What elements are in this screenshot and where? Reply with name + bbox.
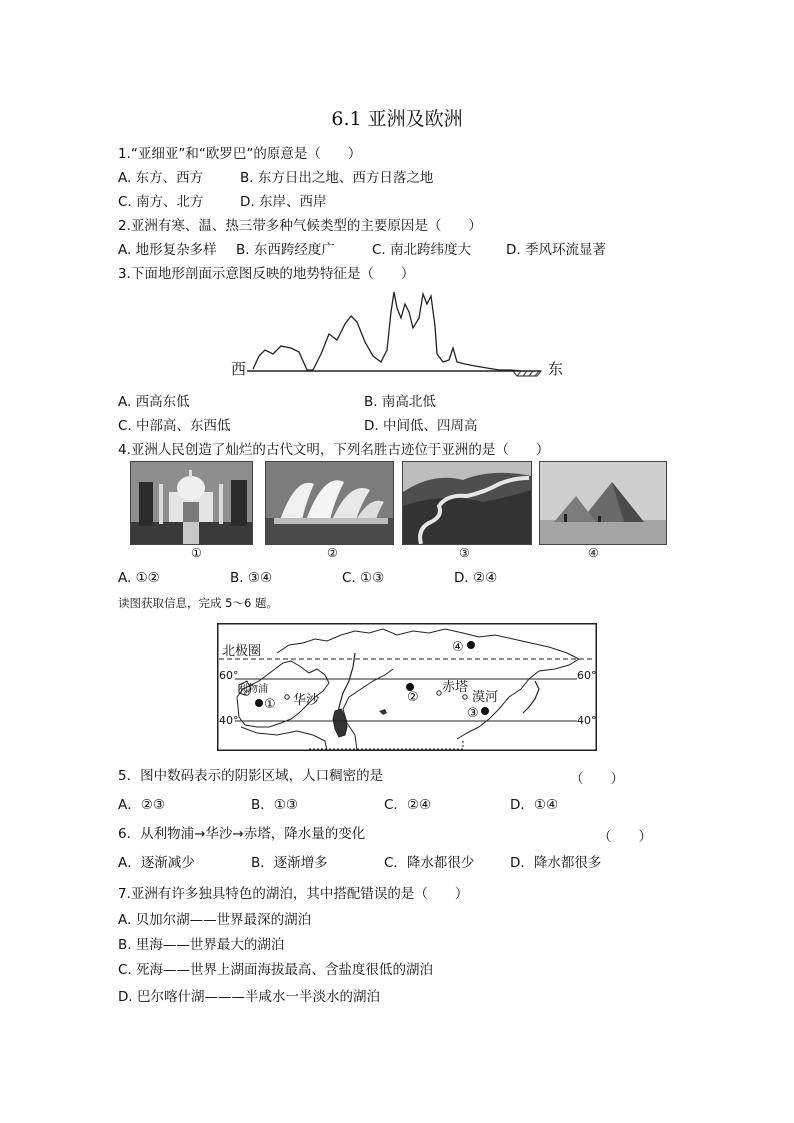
lat-60-right-label: 60° — [577, 669, 597, 682]
q2-option-b: B. 东西跨经度广 — [236, 242, 335, 258]
q5-option-b: B．①③ — [251, 797, 298, 813]
photo-label-1: ① — [191, 546, 202, 560]
q1-option-a: A. 东方、西方 — [118, 170, 204, 186]
q1-stem: 1.“亚细亚”和“欧罗巴”的原意是（ ） — [118, 146, 362, 162]
region-2-label: ② — [407, 690, 419, 705]
eurasia-map — [217, 623, 597, 751]
q5-6-intro: 读图获取信息，完成 5～6 题。 — [118, 596, 278, 610]
q6-option-d: D．降水都很多 — [510, 855, 602, 871]
page-title: 6.1 亚洲及欧洲 — [331, 108, 463, 130]
photo-sydney-opera-house — [265, 461, 394, 545]
q4-option-c: C. ①③ — [342, 570, 385, 586]
chita-point — [437, 691, 441, 695]
mohe-point — [463, 695, 467, 699]
region-1-label: ① — [264, 697, 276, 712]
photo-pyramids — [539, 461, 667, 545]
q4-option-a: A. ①② — [118, 570, 160, 586]
photo-label-4: ④ — [588, 546, 599, 560]
q1-option-c: C. 南方、北方 — [118, 194, 204, 210]
q7-option-d: D. 巴尔喀什湖———半咸水一半淡水的湖泊 — [118, 989, 380, 1005]
lat-40-left-label: 40° — [219, 714, 239, 727]
q6-stem: 6．从利物浦→华沙→赤塔，降水量的变化 — [118, 826, 366, 842]
q4-option-d: D. ②④ — [454, 570, 498, 586]
q5-answer-paren: （ ） — [570, 771, 624, 787]
mohe-label: 漠河 — [472, 690, 499, 705]
terrain-profile-line — [253, 292, 521, 371]
q3-stem: 3.下面地形剖面示意图反映的地势特征是（ ） — [118, 266, 415, 282]
q7-option-c: C. 死海——世界上湖面海拔最高、含盐度很低的湖泊 — [118, 962, 434, 978]
chita-label: 赤塔 — [442, 680, 469, 695]
q4-stem: 4.亚洲人民创造了灿烂的古代文明，下列名胜古迹位于亚洲的是（ ） — [118, 442, 550, 458]
photo-great-wall — [402, 461, 532, 545]
q2-stem: 2.亚洲有寒、温、热三带多种气候类型的主要原因是（ ） — [118, 218, 482, 234]
q7-option-b: B. 里海——世界最大的湖泊 — [118, 937, 285, 953]
q6-option-b: B．逐渐增多 — [251, 855, 328, 871]
q7-stem: 7.亚洲有许多独具特色的湖泊，其中搭配错误的是（ ） — [118, 886, 469, 902]
lat-40-right-label: 40° — [577, 714, 597, 727]
q2-option-c: C. 南北跨纬度大 — [372, 242, 472, 258]
q3-option-d: D. 中间低、四周高 — [364, 418, 478, 434]
q5-option-c: C．②④ — [384, 797, 432, 813]
warsaw-label: 华沙 — [293, 693, 320, 708]
liverpool-label: 利物浦 — [238, 684, 268, 695]
photo-label-3: ③ — [459, 546, 470, 560]
q3-option-c: C. 中部高、东西低 — [118, 418, 231, 434]
region-3-dot — [481, 707, 489, 715]
q3-option-b: B. 南高北低 — [364, 394, 436, 410]
q4-option-b: B. ③④ — [230, 570, 273, 586]
region-3-label: ③ — [467, 706, 479, 721]
warsaw-point — [285, 695, 289, 699]
region-4-dot — [467, 641, 475, 649]
q7-option-a: A. 贝加尔湖——世界最深的湖泊 — [118, 912, 312, 928]
terrain-profile-diagram — [225, 284, 575, 384]
photo-taj-mahal — [130, 461, 253, 545]
q6-option-c: C．降水都很少 — [384, 855, 475, 871]
q2-option-a: A. 地形复杂多样 — [118, 242, 217, 258]
q1-option-d: D. 东岸、西岸 — [240, 194, 327, 210]
arctic-circle-label: 北极圈 — [222, 644, 262, 659]
q5-option-a: A．②③ — [118, 797, 165, 813]
photo-label-2: ② — [327, 546, 338, 560]
q5-stem: 5．图中数码表示的阴影区域，人口稠密的是 — [118, 768, 384, 784]
profile-west-label: 西 — [231, 360, 247, 378]
q2-option-d: D. 季风环流显著 — [506, 242, 606, 258]
region-1-dot — [255, 699, 263, 707]
region-4-label: ④ — [452, 640, 464, 655]
q5-option-d: D．①④ — [510, 797, 559, 813]
q6-option-a: A．逐渐减少 — [118, 855, 195, 871]
lat-60-left-label: 60° — [219, 669, 239, 682]
profile-east-label: 东 — [548, 360, 564, 378]
q1-option-b: B. 东方日出之地、西方日落之地 — [240, 170, 434, 186]
q6-answer-paren: （ ） — [598, 829, 652, 845]
q3-option-a: A. 西高东低 — [118, 394, 190, 410]
